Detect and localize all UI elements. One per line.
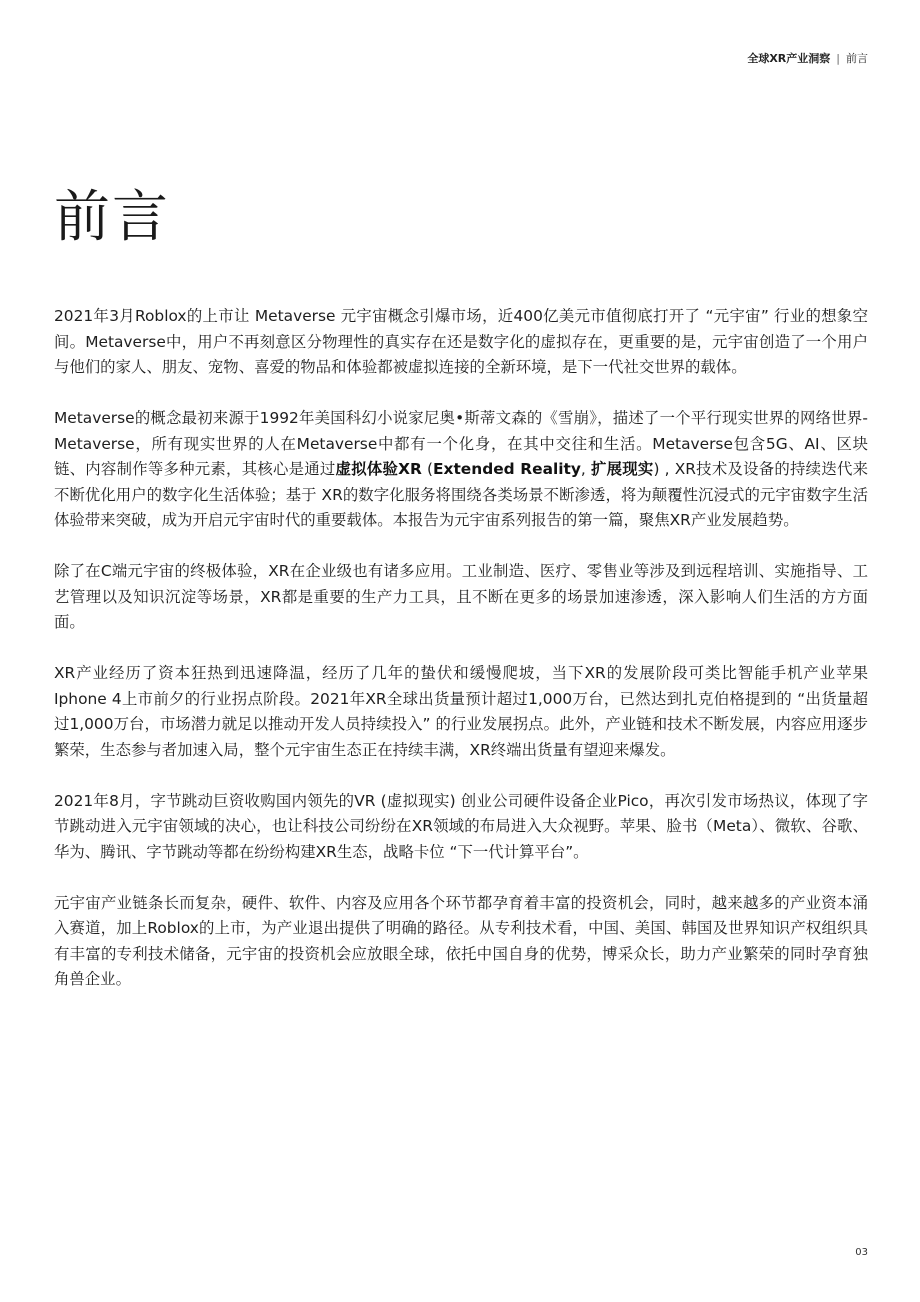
- paragraph-3: 除了在C端元宇宙的终极体验，XR在企业级也有诸多应用。工业制造、医疗、零售业等涉及到远程培训、实施指导、工艺管理以及知识沉淀等场景，XR都是重要的生产力工具，且不断在更多的场景加速渗透，深入影响人们生活的方方面面。: [54, 562, 868, 631]
- paragraph-2-text-a: Metaverse的概念最初来源于1992年美国科幻小说家尼奥•斯蒂文森的《雪崩》，描述了一个平行现实世界的网络世界-Metaverse，所有现实世界的人在Metaverse中都有一个化身，在其中交往和生活。Metaverse包含5G、AI、区块链、内容制作等多种元素，其核心是通过: [54, 409, 868, 478]
- section-name: 前言: [846, 52, 868, 65]
- page-title: 前言: [54, 185, 170, 250]
- paragraph-5: 2021年8月，字节跳动巨资收购国内领先的VR (虚拟现实) 创业公司硬件设备企业Pico，再次引发市场热议，体现了字节跳动进入元宇宙领域的决心，也让科技公司纷纷在XR领域的布局进入大众视野。苹果、脸书（Meta）、微软、谷歌、华为、腾讯、字节跳动等都在纷纷构建XR生态，战略卡位 “下一代计算平台”。: [54, 791, 868, 861]
- paragraph-1: 2021年3月Roblox的上市让 Metaverse 元宇宙概念引爆市场，近400亿美元市值彻底打开了 “元宇宙” 行业的想象空间。Metaverse中，用户不再刻意区分物理性的真实存在还是数字化的虚拟存在，更重要的是，元宇宙创造了一个用户与他们的家人、朋友、宠物、喜爱的物品和体验都被虚拟连接的全新环境，是下一代社交世界的载体。: [54, 307, 868, 376]
- paragraph-6: 元宇宙产业链条长而复杂，硬件、软件、内容及应用各个环节都孕育着丰富的投资机会，同时，越来越多的产业资本涌入赛道，加上Roblox的上市，为产业退出提供了明确的路径。从专利技术看，中国、美国、韩国及世界知识产权组织具有丰富的专利技术储备，元宇宙的投资机会应放眼全球，依托中国自身的优势，博采众长，助力产业繁荣的同时孕育独角兽企业。: [54, 893, 868, 988]
- running-header: [747, 50, 868, 66]
- paragraph-2-text-c: ,: [580, 460, 591, 478]
- paragraph-2-text-b: (: [421, 460, 433, 478]
- body-text: [54, 304, 868, 1018]
- paragraph-2: [54, 406, 868, 534]
- highlight-xr: 虚拟体验XR: [335, 460, 422, 478]
- paragraph-2-text-d: ) , XR技术及设备的持续迭代来不断优化用户的数字化生活体验；基于 XR的数字化服务将围绕各类场景不断渗透，将为颠覆性沉浸式的元宇宙数字生活体验带来突破，成为开启元宇宙时代的重要载体。本报告为元宇宙系列报告的第一篇，聚焦XR产业发展趋势。: [54, 460, 868, 529]
- page-number: 03: [855, 1247, 868, 1258]
- report-name: 全球XR产业洞察: [747, 52, 831, 65]
- header-separator: |: [836, 51, 840, 65]
- highlight-extended-reality: Extended Reality: [433, 460, 581, 478]
- highlight-extended-reality-cn: 扩展现实: [590, 460, 654, 478]
- paragraph-4: XR产业经历了资本狂热到迅速降温，经历了几年的蛰伏和缓慢爬坡，当下XR的发展阶段可类比智能手机产业苹果Iphone 4上市前夕的行业拐点阶段。2021年XR全球出货量预计超过1,000万台，已然达到扎克伯格提到的 “出货量超过1,000万台，市场潜力就足以推动开发人员持续投入” 的行业发展拐点。此外，产业链和技术不断发展，内容应用逐步繁荣，生态参与者加速入局，整个元宇宙生态正在持续丰满，XR终端出货量有望迎来爆发。: [54, 664, 868, 759]
